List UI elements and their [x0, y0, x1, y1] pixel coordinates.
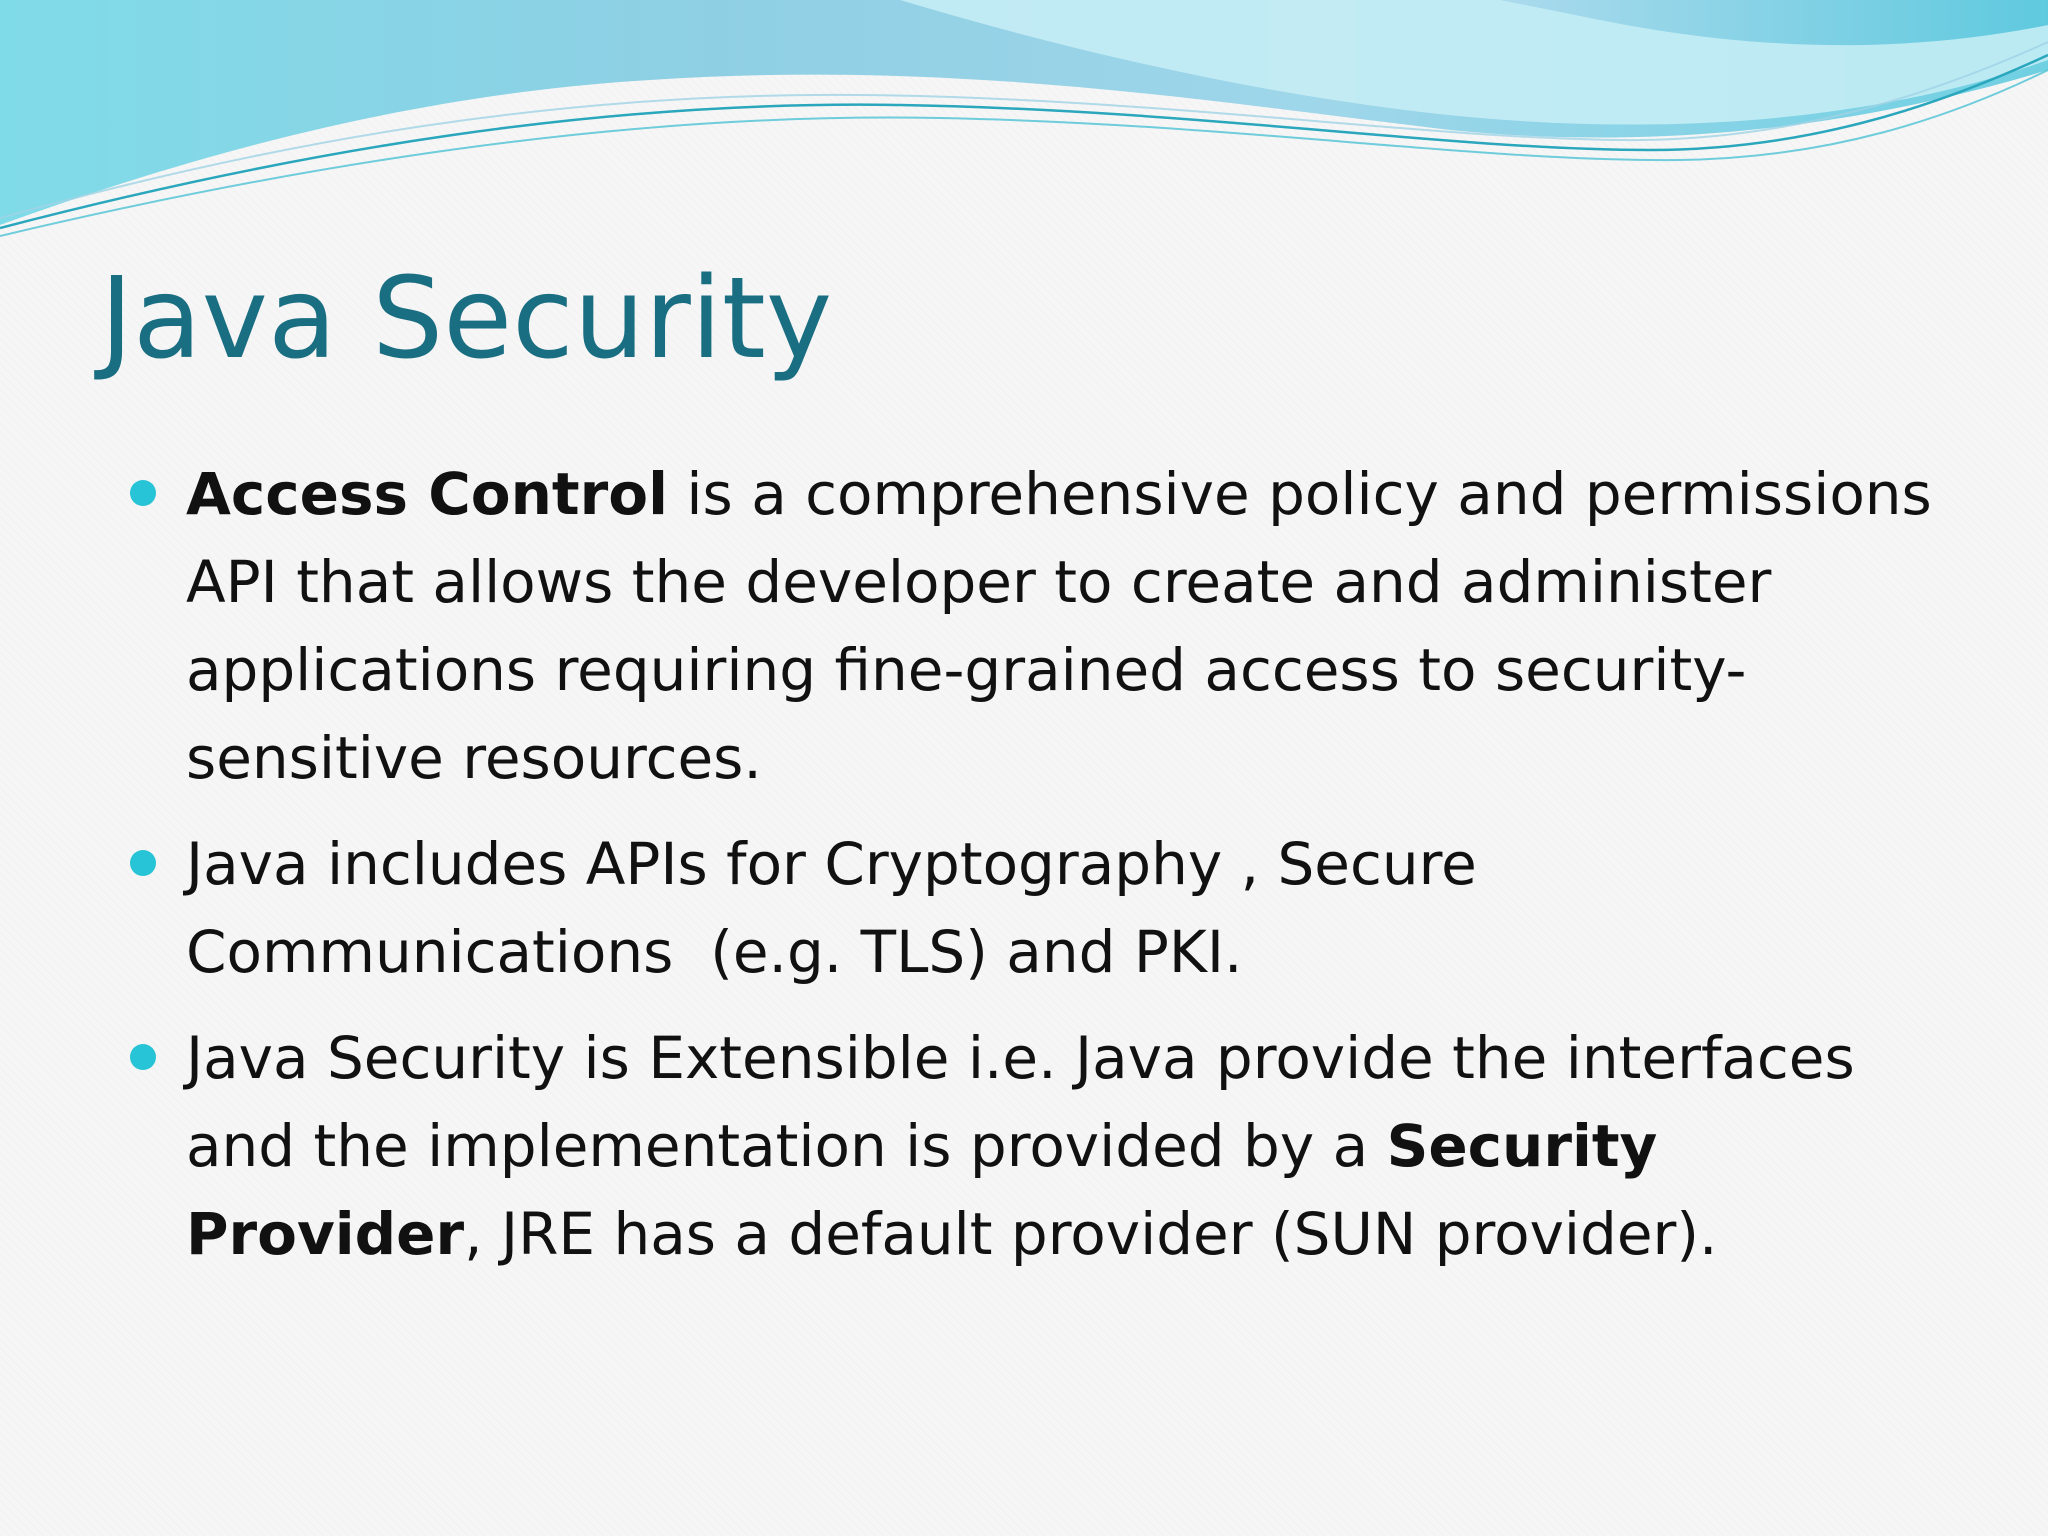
bullet-text: is a comprehensive policy and permissions API that allows the developer to create and administer applications requiring fine-grained access to security-sensitive resources.: [186, 460, 1932, 792]
bullet-text-before: Java Security is Extensible i.e. Java provide the interfaces and the implementation is provided by a: [186, 1024, 1855, 1180]
bullet-bold-term: Security Provider: [186, 1112, 1658, 1268]
bullet-text-after: , JRE has a default provider (SUN provider).: [464, 1200, 1718, 1268]
bullet-item-extensible: [130, 1014, 1960, 1278]
bullet-list: [130, 450, 1960, 1296]
slide-title: Java Security: [100, 254, 833, 384]
bullet-item-apis: [130, 820, 1960, 996]
bullet-bold-lead: Access Control: [186, 460, 668, 528]
bullet-item-access-control: [130, 450, 1960, 802]
bullet-dot-icon: [130, 1044, 156, 1070]
bullet-text: Java includes APIs for Cryptography , Secure Communications (e.g. TLS) and PKI.: [186, 830, 1496, 986]
bullet-dot-icon: [130, 480, 156, 506]
header-wave-decoration: [0, 0, 2048, 240]
bullet-dot-icon: [130, 850, 156, 876]
